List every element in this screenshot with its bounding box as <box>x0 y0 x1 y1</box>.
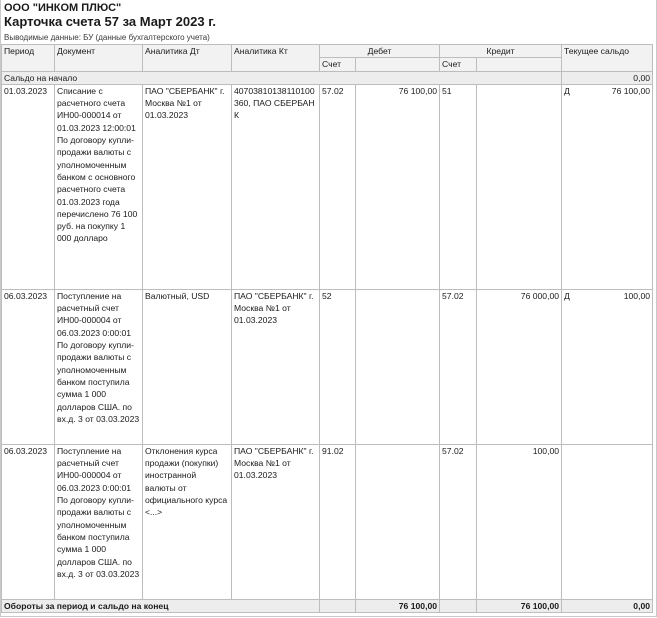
cell-period: 06.03.2023 <box>2 289 55 444</box>
cell-document[interactable]: Поступление на расчетный счет ИН00-000004 от 06.03.2023 0:00:01 По договору купли-продажи валюты с уполномоченным банком поступила сумма 1 000 долларов США. по вх.д. 3 от 03.03.2023 <box>55 444 143 599</box>
totals-balance: 0,00 <box>562 599 653 612</box>
cell-analytics-dt: Отклонения курса продажи (покупки) иностранной валюты от официального курса <...> <box>143 444 232 599</box>
cell-document[interactable]: Списание с расчетного счета ИН00-000014 от 01.03.2023 12:00:01 По договору купли-продажи валюты с уполномоченным банком с основного расчетного счета 01.03.2023 года перечислено 76 100 руб. на покупку 1 000 долларо <box>55 84 143 289</box>
cell-analytics-kt: ПАО "СБЕРБАНК" г. Москва №1 от 01.03.2023 <box>232 289 320 444</box>
opening-balance-value: 0,00 <box>562 71 653 84</box>
totals-label: Обороты за период и сальдо на конец <box>2 599 320 612</box>
cell-debit-amount: 76 100,00 <box>356 84 440 289</box>
col-analytics-kt-header: Аналитика Кт <box>232 45 320 72</box>
table-row[interactable] <box>2 289 653 444</box>
col-credit-account-header: Счет <box>440 58 477 71</box>
cell-credit-account: 57.02 <box>440 444 477 599</box>
cell-debit-amount <box>356 289 440 444</box>
balance-amount: 76 100,00 <box>611 85 651 96</box>
col-balance-header: Текущее сальдо <box>562 45 653 72</box>
col-debit-amount-header <box>356 58 440 71</box>
totals-credit-account <box>440 599 477 612</box>
cell-credit-account: 57.02 <box>440 289 477 444</box>
company-name: ООО "ИНКОМ ПЛЮС" <box>4 2 122 14</box>
cell-balance <box>562 444 653 599</box>
cell-analytics-kt: 40703810138110100360, ПАО СБЕРБАНК <box>232 84 320 289</box>
balance-amount: 100,00 <box>623 290 651 301</box>
cell-period: 01.03.2023 <box>2 84 55 289</box>
balance-side: Д <box>564 290 570 301</box>
col-debit-account-header: Счет <box>320 58 356 71</box>
col-period-header: Период <box>2 45 55 72</box>
col-document-header: Документ <box>55 45 143 72</box>
table-row[interactable] <box>2 444 653 599</box>
opening-balance-label: Сальдо на начало <box>2 71 562 84</box>
totals-row <box>2 599 653 612</box>
cell-balance <box>562 84 653 289</box>
table-row[interactable] <box>2 84 653 289</box>
cell-credit-amount: 76 000,00 <box>477 289 562 444</box>
report-subtitle: Выводимые данные: БУ (данные бухгалтерского учета) <box>4 33 210 42</box>
cell-debit-account: 91.02 <box>320 444 356 599</box>
col-credit-header: Кредит <box>440 45 562 58</box>
opening-balance-row <box>2 71 653 84</box>
cell-credit-amount <box>477 84 562 289</box>
cell-credit-account: 51 <box>440 84 477 289</box>
col-debit-header: Дебет <box>320 45 440 58</box>
cell-period: 06.03.2023 <box>2 444 55 599</box>
cell-debit-account: 52 <box>320 289 356 444</box>
cell-analytics-kt: ПАО "СБЕРБАНК" г. Москва №1 от 01.03.2023 <box>232 444 320 599</box>
cell-balance <box>562 289 653 444</box>
cell-debit-amount <box>356 444 440 599</box>
totals-credit: 76 100,00 <box>477 599 562 612</box>
cell-analytics-dt: Валютный, USD <box>143 289 232 444</box>
cell-document[interactable]: Поступление на расчетный счет ИН00-000004 от 06.03.2023 0:00:01 По договору купли-продажи валюты с уполномоченным банком поступила сумма 1 000 долларов США. по вх.д. 3 от 03.03.2023 <box>55 289 143 444</box>
cell-credit-amount: 100,00 <box>477 444 562 599</box>
totals-debit-account <box>320 599 356 612</box>
cell-analytics-dt: ПАО "СБЕРБАНК" г. Москва №1 от 01.03.2023 <box>143 84 232 289</box>
cell-debit-account: 57.02 <box>320 84 356 289</box>
account-card-table <box>1 44 653 613</box>
col-analytics-dt-header: Аналитика Дт <box>143 45 232 72</box>
balance-side: Д <box>564 85 570 96</box>
col-credit-amount-header <box>477 58 562 71</box>
totals-debit: 76 100,00 <box>356 599 440 612</box>
report-title: Карточка счета 57 за Март 2023 г. <box>4 14 216 29</box>
